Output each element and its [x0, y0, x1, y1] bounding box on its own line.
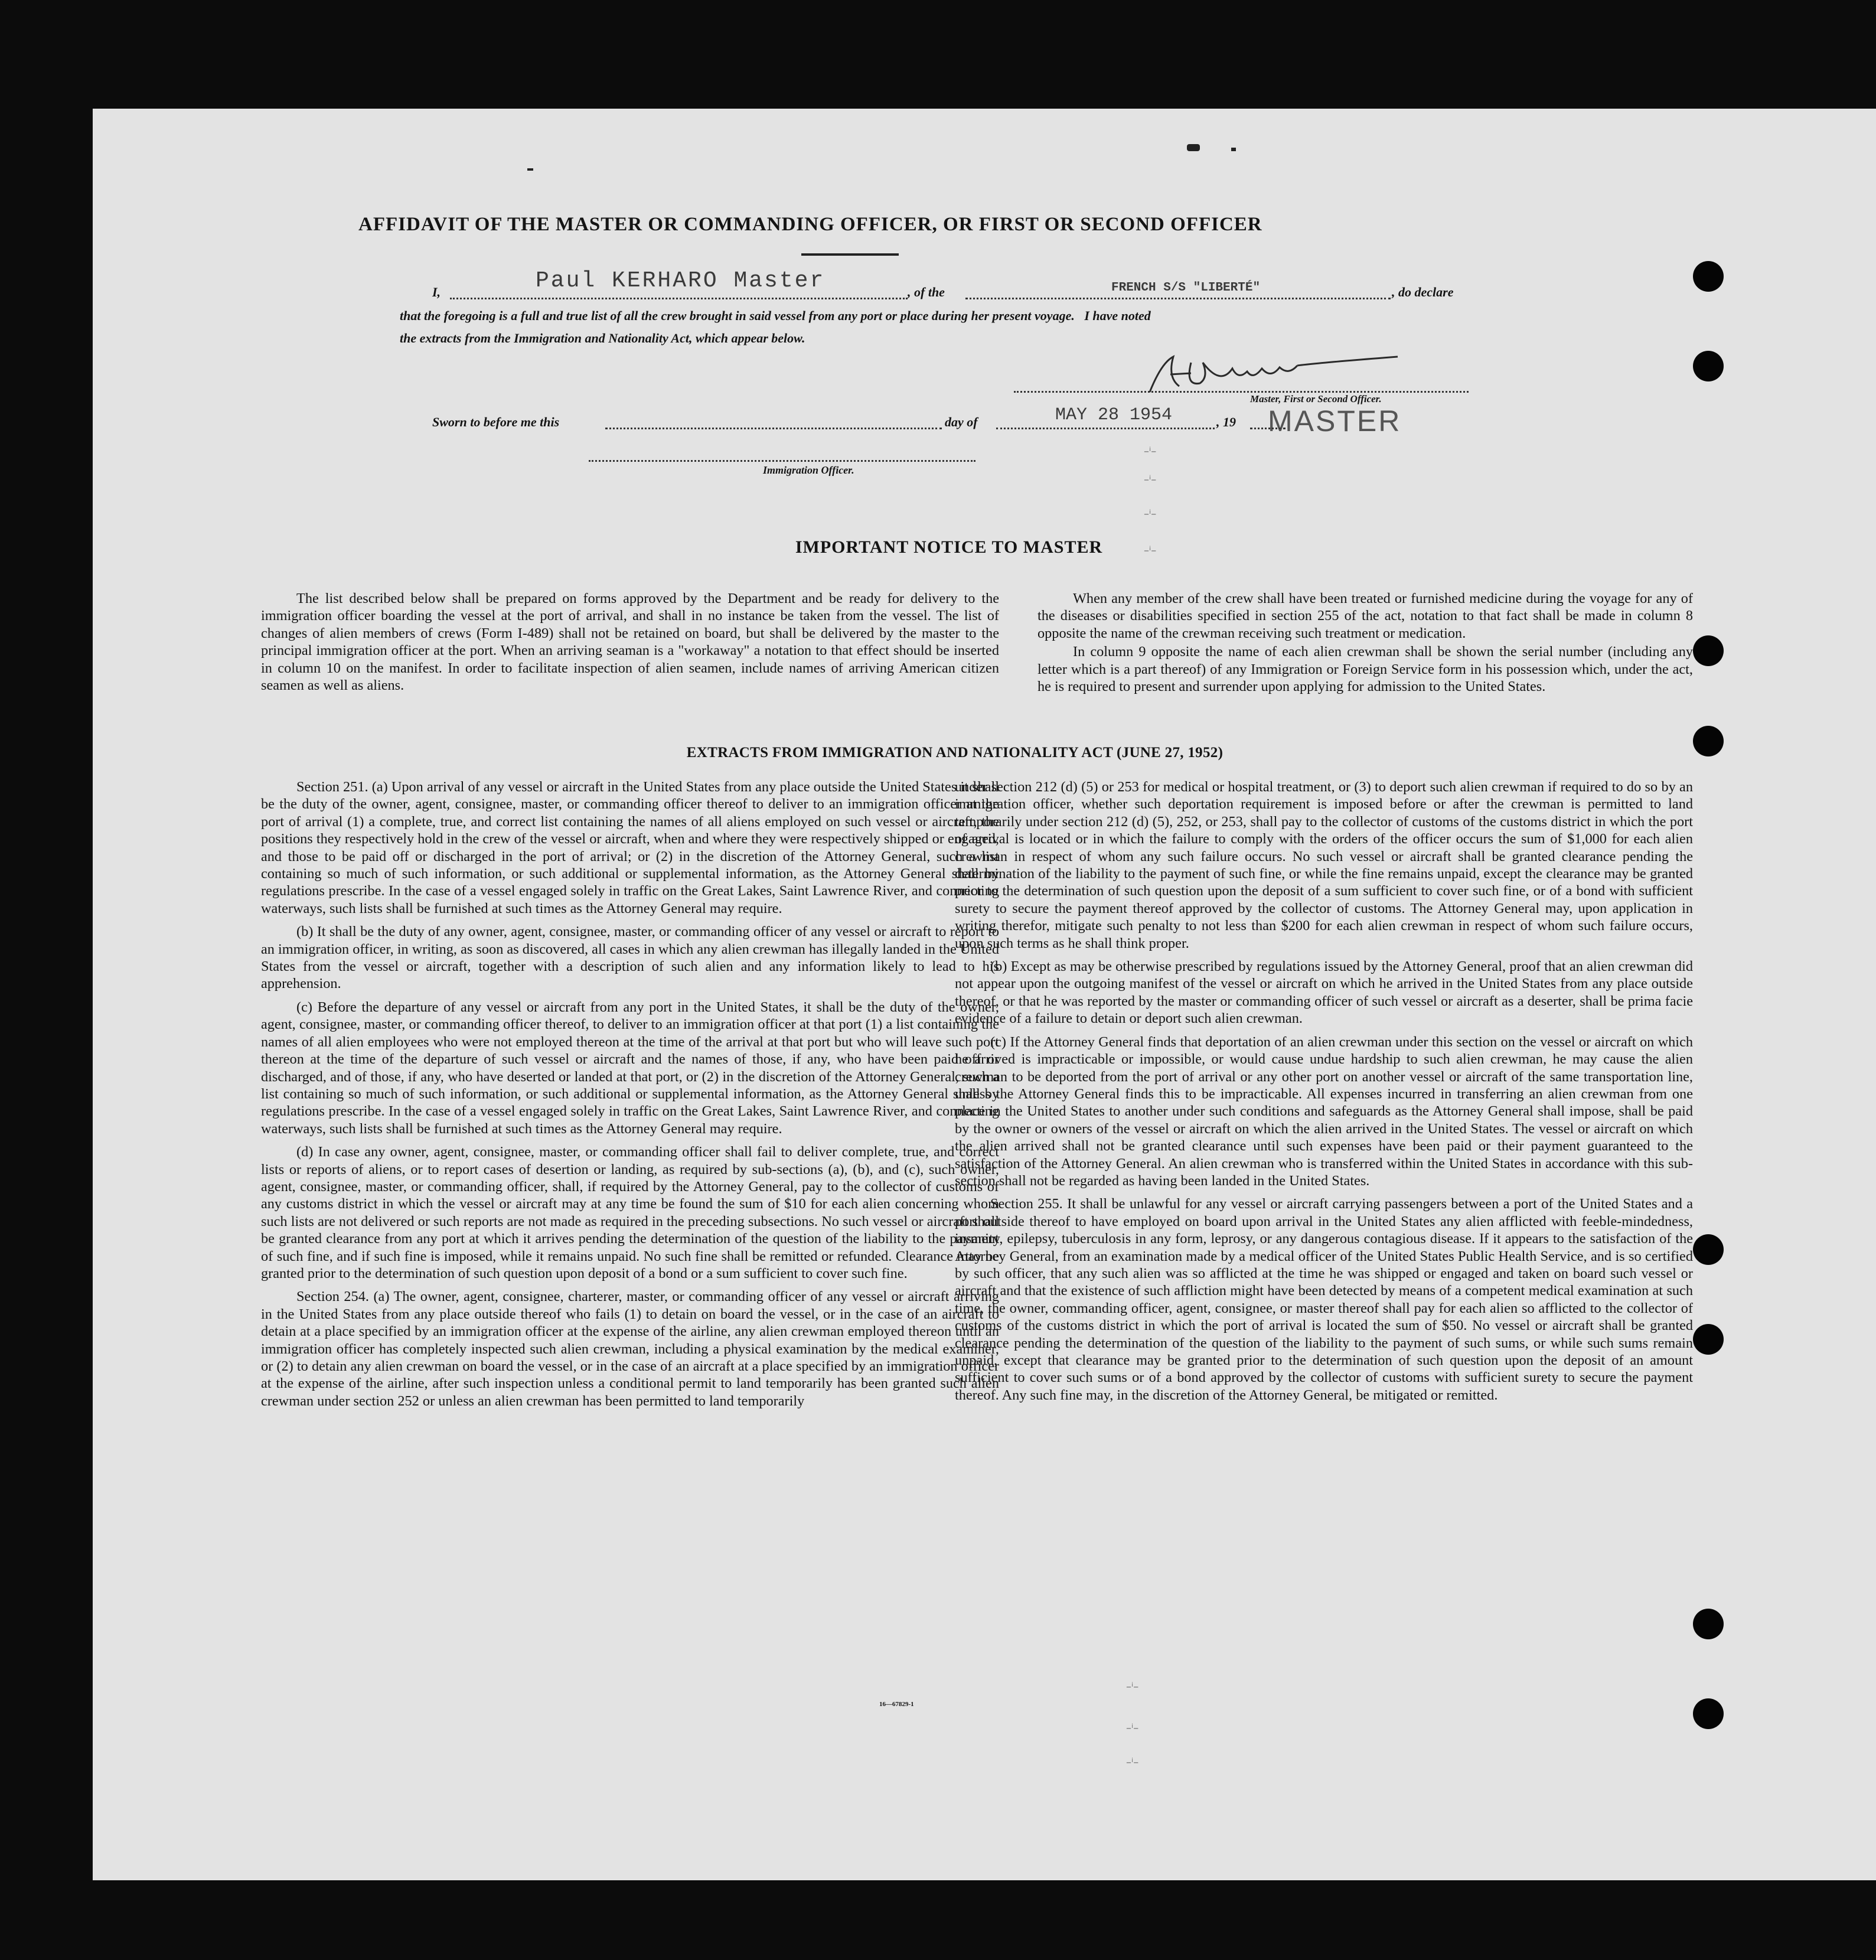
notice-right-paragraph-2: In column 9 opposite the name of each alien crewman shall be shown the serial number (including any letter which is a part thereof) of any Immigration or Foreign Service form in his possession which, under the act, he is required to present and surrender upon applying for admission to the United States.	[1037, 644, 1693, 695]
section-254a: Section 254. (a) The owner, agent, consignee, charterer, master, or commanding officer of any vessel or aircraft arriving in the United States from any place outside thereof who fails (1) to detain on board the vessel, or in the case of an aircraft to detain at a place specified by an immigration officer at the expense of the airline, any alien crewman employed thereon until an immigration officer has completely inspected such alien crewman, including a physical examination by the medical examiner, or (2) to detain any alien crewman on board the vessel, or in the case of an aircraft at a place specified by an immigration officer at the expense of the airline, after such inspection unless a conditional permit to land temporarily has been granted such alien crewman under section 252 or unless an alien crewman has been permitted to land temporarily	[261, 1289, 999, 1409]
section-251a: Section 251. (a) Upon arrival of any vessel or aircraft in the United States from any place outside the United States it shall be the duty of the owner, agent, consignee, master, or commanding officer thereof to deliver to an immigration officer at the port of arrival (1) a complete, true, and correct list containing the names of all aliens employed on such vessel or aircraft, the positions they respectively hold in the crew of the vessel or aircraft, when and where they were respectively shipped or engaged, and those to be paid off or discharged in the port of arrival; or (2) in the discretion of the Attorney General, such a list containing so much of such information, or such additional or supplemental information, as the Attorney General shall by regulations prescribe. In the case of a vessel engaged solely in traffic on the Great Lakes, Saint Lawrence River, and connecting waterways, such lists shall be furnished at such times as the Attorney General may require.	[261, 779, 999, 917]
scan-speck	[1187, 144, 1200, 151]
scan-speck	[1231, 148, 1236, 151]
notice-title: IMPORTANT NOTICE TO MASTER	[795, 537, 1103, 557]
vessel-name-value: FRENCH S/S "LIBERTÉ"	[1111, 281, 1261, 295]
do-declare-label: , do declare	[1392, 285, 1454, 299]
master-signature	[1144, 351, 1404, 398]
title-underline	[801, 253, 899, 256]
notice-right-paragraph-1: When any member of the crew shall have been treated or furnished medicine during the voyage for any of the diseases or disabilities specified in section 255 of the act, notation to that fact shall be made in column 8 opposite the name of the crewman receiving such treatment or medication.	[1037, 591, 1693, 641]
section-254b: (b) Except as may be otherwise prescribed by regulations issued by the Attorney General, proof that an alien crewman did not appear upon the outgoing manifest of the vessel or aircraft on which he arrived in the United States from any place outside thereof, or that he was reported by the master or commanding officer of such vessel or aircraft as a deserter, shall be prima facie evidence of a failure to detain or deport such alien crewman.	[955, 958, 1693, 1027]
date-stamp: MAY 28 1954	[1055, 405, 1173, 425]
binder-hole	[1693, 1698, 1724, 1729]
sworn-day-line	[605, 428, 942, 429]
binder-hole	[1693, 351, 1724, 381]
signature-caption: Master, First or Second Officer.	[1250, 393, 1382, 405]
of-the-label: , of the	[908, 285, 945, 299]
declaration-line-2: the extracts from the Immigration and Nationality Act, which appear below.	[400, 331, 805, 345]
binder-hole	[1693, 261, 1724, 292]
section-251d: (d) In case any owner, agent, consignee, master, or commanding officer shall fail to deliver complete, true, and correct lists or reports of aliens, or to report cases of desertion or landing, as required by sub-sections (a), (b), and (c), such owner, agent, consignee, master, or commanding officer, shall, if required by the Attorney General, pay to the collector of customs of any customs district in which the vessel or aircraft may at any time be found the sum of $10 for each alien concerning whom such lists are not delivered or such reports are not made as required in the preceding subsections. No such vessel or aircraft shall be granted clearance from any port at which it arrives pending the determination of the question of the liability to the payment of such fine, and if such fine is imposed, while it remains unpaid. No such fine shall be remitted or refunded. Clearance may be granted prior to the determination of such question upon deposit of a bond or a sum sufficient to cover such fine.	[261, 1144, 999, 1281]
declaration-line-1: that the foregoing is a full and true list of all the crew brought in said vessel from any port or place during her present voyage. I have noted	[400, 308, 1151, 323]
i-label: I,	[432, 285, 441, 299]
sworn-year-line	[1250, 428, 1286, 429]
notice-right-column	[1037, 590, 1693, 701]
year-label: , 19	[1216, 415, 1236, 429]
master-stamp: MASTER	[1268, 405, 1402, 438]
scan-mark: –ⁱ–	[1144, 474, 1157, 486]
binder-hole	[1693, 1234, 1724, 1265]
officer-caption: Immigration Officer.	[763, 464, 854, 476]
affidavit-title: AFFIDAVIT OF THE MASTER OR COMMANDING OFFICER, OR FIRST OR SECOND OFFICER	[358, 214, 1262, 235]
document-page	[93, 109, 1876, 1880]
notice-left-paragraph: The list described below shall be prepared on forms approved by the Department and be ready for delivery to the immigration officer boarding the vessel at the port of arrival, and shall in no instance be taken from the vessel. The list of changes of alien members of crews (Form I-489) shall not be retained on board, but shall be delivered by the master to the principal immigration officer at the port. When an arriving seaman is a "workaway" a notation to that effect should be inserted in column 10 on the manifest. In order to facilitate inspection of alien seamen, include names of arriving American citizen seamen as well as aliens.	[261, 591, 999, 694]
extracts-right-column	[955, 778, 1693, 1404]
vessel-name-line	[965, 298, 1391, 299]
day-of-label: day of	[945, 415, 978, 429]
section-251b: (b) It shall be the duty of any owner, agent, consignee, master, or commanding officer of any vessel or aircraft to report to an immigration officer, in writing, as soon as discovered, all cases in which any alien crewman has illegally landed in the United States from the vessel or aircraft, together with a description of such alien and any information likely to lead to his apprehension.	[261, 924, 999, 992]
binder-hole	[1693, 726, 1724, 756]
extracts-left-column	[261, 778, 999, 1410]
extracts-title: EXTRACTS FROM IMMIGRATION AND NATIONALITY ACT (JUNE 27, 1952)	[686, 745, 1224, 761]
scan-mark: –ⁱ–	[1144, 508, 1157, 520]
sworn-month-line	[996, 428, 1215, 429]
section-255: Section 255. It shall be unlawful for any vessel or aircraft carrying passengers between a port of the United States and a port outside thereof to have employed on board upon arrival in the United States any alien afflicted with feeble-mindedness, insanity, epilepsy, tuberculosis in any form, leprosy, or any dangerous contagious disease. If it appears to the satisfaction of the Attorney General, from an examination made by a medical officer of the United States Public Health Service, and is so certified by such officer, that any such alien was so afflicted at the time he was shipped or engaged and taken on board such vessel or aircraft and that the existence of such affliction might have been detected by means of a competent medical examination at such time, the owner, commanding officer, agent, consignee, or master thereof shall pay for each alien so afflicted to the collector of customs of the customs district in which the port of arrival is located the sum of $50. No vessel or aircraft shall be granted clearance pending the determination of the question of the liability to the payment of such sums, or while such sums remain unpaid, except that clearance may be granted prior to the determination of such question upon the deposit of an amount sufficient to cover such sums or of a bond approved by the collector of customs with sufficient surety to secure the payment thereof. Any such fine may, in the discretion of the Attorney General, be mitigated or remitted.	[955, 1196, 1693, 1403]
binder-hole	[1693, 1324, 1724, 1355]
binder-hole	[1693, 635, 1724, 666]
scan-mark: –ⁱ–	[1144, 544, 1157, 557]
scan-speck	[527, 168, 533, 171]
officer-signature-line	[589, 460, 975, 462]
binder-hole	[1693, 1609, 1724, 1639]
section-251c: (c) Before the departure of any vessel or aircraft from any port in the United States, it shall be the duty of the owner, agent, consignee, master, or commanding officer thereof, to deliver to an immigration officer at that port (1) a list containing the names of all alien employees who were not employed thereon at the time of the arrival at that port but who will leave such port thereon at the time of the departure of such vessel or aircraft and the names of those, if any, who have been paid off or discharged, and of those, if any, who have deserted or landed at that port, or (2) in the discretion of the Attorney General, such a list containing so much of such information, or such additional or supplemental information, as the Attorney General shall by regulations prescribe. In the case of a vessel engaged solely in traffic on the Great Lakes, Saint Lawrence River, and connecting waterways, such lists shall be furnished at such times as the Attorney General may require.	[261, 999, 999, 1137]
scan-mark: –ⁱ–	[1126, 1756, 1139, 1769]
scan-mark: –ⁱ–	[1126, 1681, 1139, 1693]
form-number: 16—67829-1	[879, 1701, 914, 1708]
notice-left-column	[261, 590, 999, 700]
section-254c: (c) If the Attorney General finds that deportation of an alien crewman under this section on the vessel or aircraft on which he arrived is impracticable or impossible, or would cause undue hardship to such alien crewman, he may cause the alien crewman to be deported from the port of arrival or any other port on another vessel or aircraft of the same transportation line, unless the Attorney General finds this to be impracticable. All expenses incurred in transferring an alien crewman from one place in the United States to another under such conditions and safeguards as the Attorney General shall impose, shall be paid by the owner or owners of the vessel or aircraft on which the alien arrived in the United States. The vessel or aircraft on which the alien arrived shall not be granted clearance until such expenses have been paid or their payment guaranteed to the satisfaction of the Attorney General. An alien crewman who is transferred within the United States in accordance with this sub-section shall not be regarded as having been landed in the United States.	[955, 1033, 1693, 1189]
section-254a-continued: under section 212 (d) (5) or 253 for medical or hospital treatment, or (3) to deport such alien crewman if required to do so by an immigration officer, whether such deportation requirement is imposed before or after the crewman is permitted to land temporarily under section 212 (d) (5), 252, or 253, shall pay to the collector of customs of the customs district in which the port of arrival is located or in which the failure to comply with the orders of the officer occurs the sum of $1,000 for each alien crewman in respect of whom any such failure occurs. No such vessel or aircraft shall be granted clearance pending the determination of the liability to the payment of such fine, or while the fine remains unpaid, except the clearance may be granted prior to the determination of such question upon the deposit of a sum sufficient to cover such fine, or of a bond with sufficient surety to secure the payment thereof approved by the collector of customs. The Attorney General may, upon application in writing therefor, mitigate such penalty to not less than $200 for each alien crewman in respect of whom such failure occurs, upon such terms as he shall think proper.	[955, 779, 1693, 951]
scan-mark: –ⁱ–	[1126, 1722, 1139, 1734]
sworn-label: Sworn to before me this	[432, 415, 560, 429]
scan-mark: –ⁱ–	[1144, 445, 1157, 458]
master-name-line	[450, 298, 908, 299]
master-name-value: Paul KERHARO Master	[536, 268, 826, 293]
